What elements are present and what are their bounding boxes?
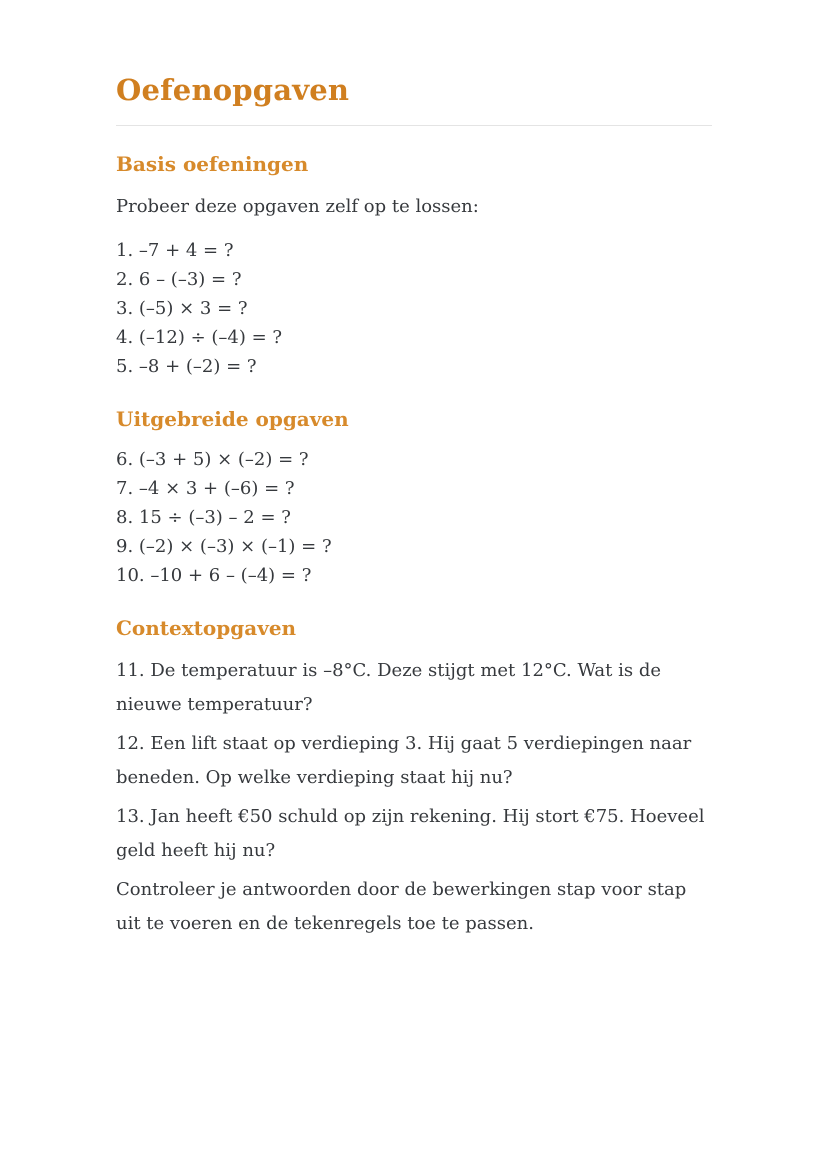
exercise-item-4: 4. (–12) ÷ (–4) = ? (116, 327, 283, 349)
section-heading-basis-oefeningen: Basis oefeningen (116, 152, 309, 177)
exercise-item-3: 3. (–5) × 3 = ? (116, 298, 248, 320)
exercise-item-6: 6. (–3 + 5) × (–2) = ? (116, 449, 309, 471)
section-heading-uitgebreide-opgaven: Uitgebreide opgaven (116, 407, 349, 432)
context-paragraph-12: 12. Een lift staat op verdieping 3. Hij gaat 5 verdiepingen naar beneden. Op welke verdieping staat hij nu? (116, 733, 692, 789)
exercise-item-5: 5. –8 + (–2) = ? (116, 356, 257, 378)
intro-paragraph: Probeer deze opgaven zelf op te lossen: (116, 196, 479, 218)
context-paragraph-11: 11. De temperatuur is –8°C. Deze stijgt met 12°C. Wat is de nieuwe temperatuur? (116, 660, 662, 716)
closing-paragraph: Controleer je antwoorden door de bewerkingen stap voor stap uit te voeren en de tekenregels toe te passen. (116, 879, 687, 935)
basis-exercise-list (116, 236, 712, 381)
exercise-item-8: 8. 15 ÷ (–3) – 2 = ? (116, 507, 291, 529)
exercise-item-9: 9. (–2) × (–3) × (–1) = ? (116, 536, 332, 558)
section-heading-contextopgaven: Contextopgaven (116, 616, 297, 641)
exercise-item-10: 10. –10 + 6 – (–4) = ? (116, 565, 312, 587)
exercise-item-1: 1. –7 + 4 = ? (116, 240, 234, 262)
title-divider (116, 125, 712, 126)
exercise-item-2: 2. 6 – (–3) = ? (116, 269, 242, 291)
page-title: Oefenopgaven (116, 73, 350, 107)
uitgebreide-exercise-list (116, 445, 712, 590)
context-paragraph-13: 13. Jan heeft €50 schuld op zijn rekening. Hij stort €75. Hoeveel geld heeft hij nu? (116, 806, 705, 862)
exercise-item-7: 7. –4 × 3 + (–6) = ? (116, 478, 295, 500)
